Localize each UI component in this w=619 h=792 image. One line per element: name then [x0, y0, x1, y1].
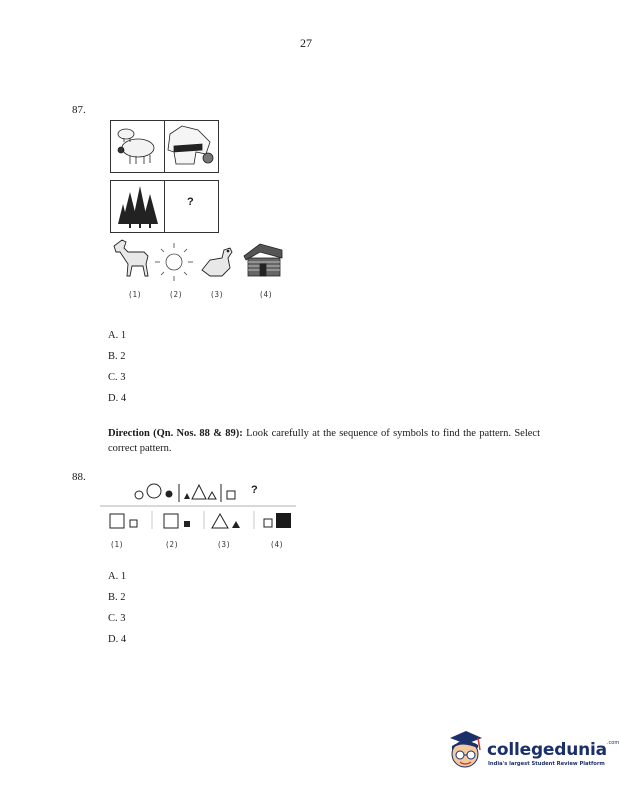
q87-option-c: C. 3	[108, 372, 126, 383]
logo-suffix: .com	[606, 740, 619, 746]
q88-caption-2: (2)	[165, 540, 179, 549]
q87-option-a: A. 1	[108, 330, 127, 341]
q87-caption-3: (3)	[210, 290, 224, 299]
q88-figure-4	[264, 513, 291, 528]
logo-tagline: India's largest Student Review Platform	[488, 761, 605, 767]
q87-question-mark: ?	[187, 196, 194, 208]
q87-caption-4: (4)	[259, 290, 273, 299]
direction-text	[108, 426, 540, 456]
question-87-number: 87.	[72, 104, 86, 116]
q87-answer-figures	[110, 236, 285, 284]
q88-symbol-sequence	[100, 478, 300, 508]
q88-figure-3	[212, 514, 240, 528]
horse-icon	[114, 240, 148, 276]
q87-option-d: D. 4	[108, 393, 127, 404]
q88-answer-figures	[100, 509, 300, 531]
q87-option-b: B. 2	[108, 351, 126, 362]
direction-label: Direction (Qn. Nos. 88 & 89):	[108, 428, 243, 439]
collegedunia-logo	[487, 740, 619, 760]
q88-option-d: D. 4	[108, 634, 127, 645]
q88-caption-1: (1)	[110, 540, 124, 549]
q88-option-c: C. 3	[108, 613, 126, 624]
log-cabin-icon	[244, 244, 282, 276]
q87-caption-1: (1)	[128, 290, 142, 299]
bird-icon	[202, 248, 232, 276]
logo-wordmark: collegedunia	[487, 740, 607, 760]
q87-analogy-grid	[110, 120, 220, 234]
q88-caption-3: (3)	[217, 540, 231, 549]
q88-option-b: B. 2	[108, 592, 126, 603]
q87-caption-2: (2)	[169, 290, 183, 299]
q88-option-a: A. 1	[108, 571, 127, 582]
q88-question-mark: ?	[251, 484, 258, 496]
q88-figure-1	[110, 514, 137, 528]
q88-caption-4: (4)	[270, 540, 284, 549]
question-88-number: 88.	[72, 471, 86, 483]
q88-figure-2	[164, 514, 190, 528]
direction-body: Look carefully at the sequence of symbols to find the pattern. Select correct pattern.	[108, 428, 540, 454]
collegedunia-mascot-icon	[444, 728, 486, 774]
page-number: 27	[300, 36, 312, 50]
sun-icon	[155, 243, 193, 281]
